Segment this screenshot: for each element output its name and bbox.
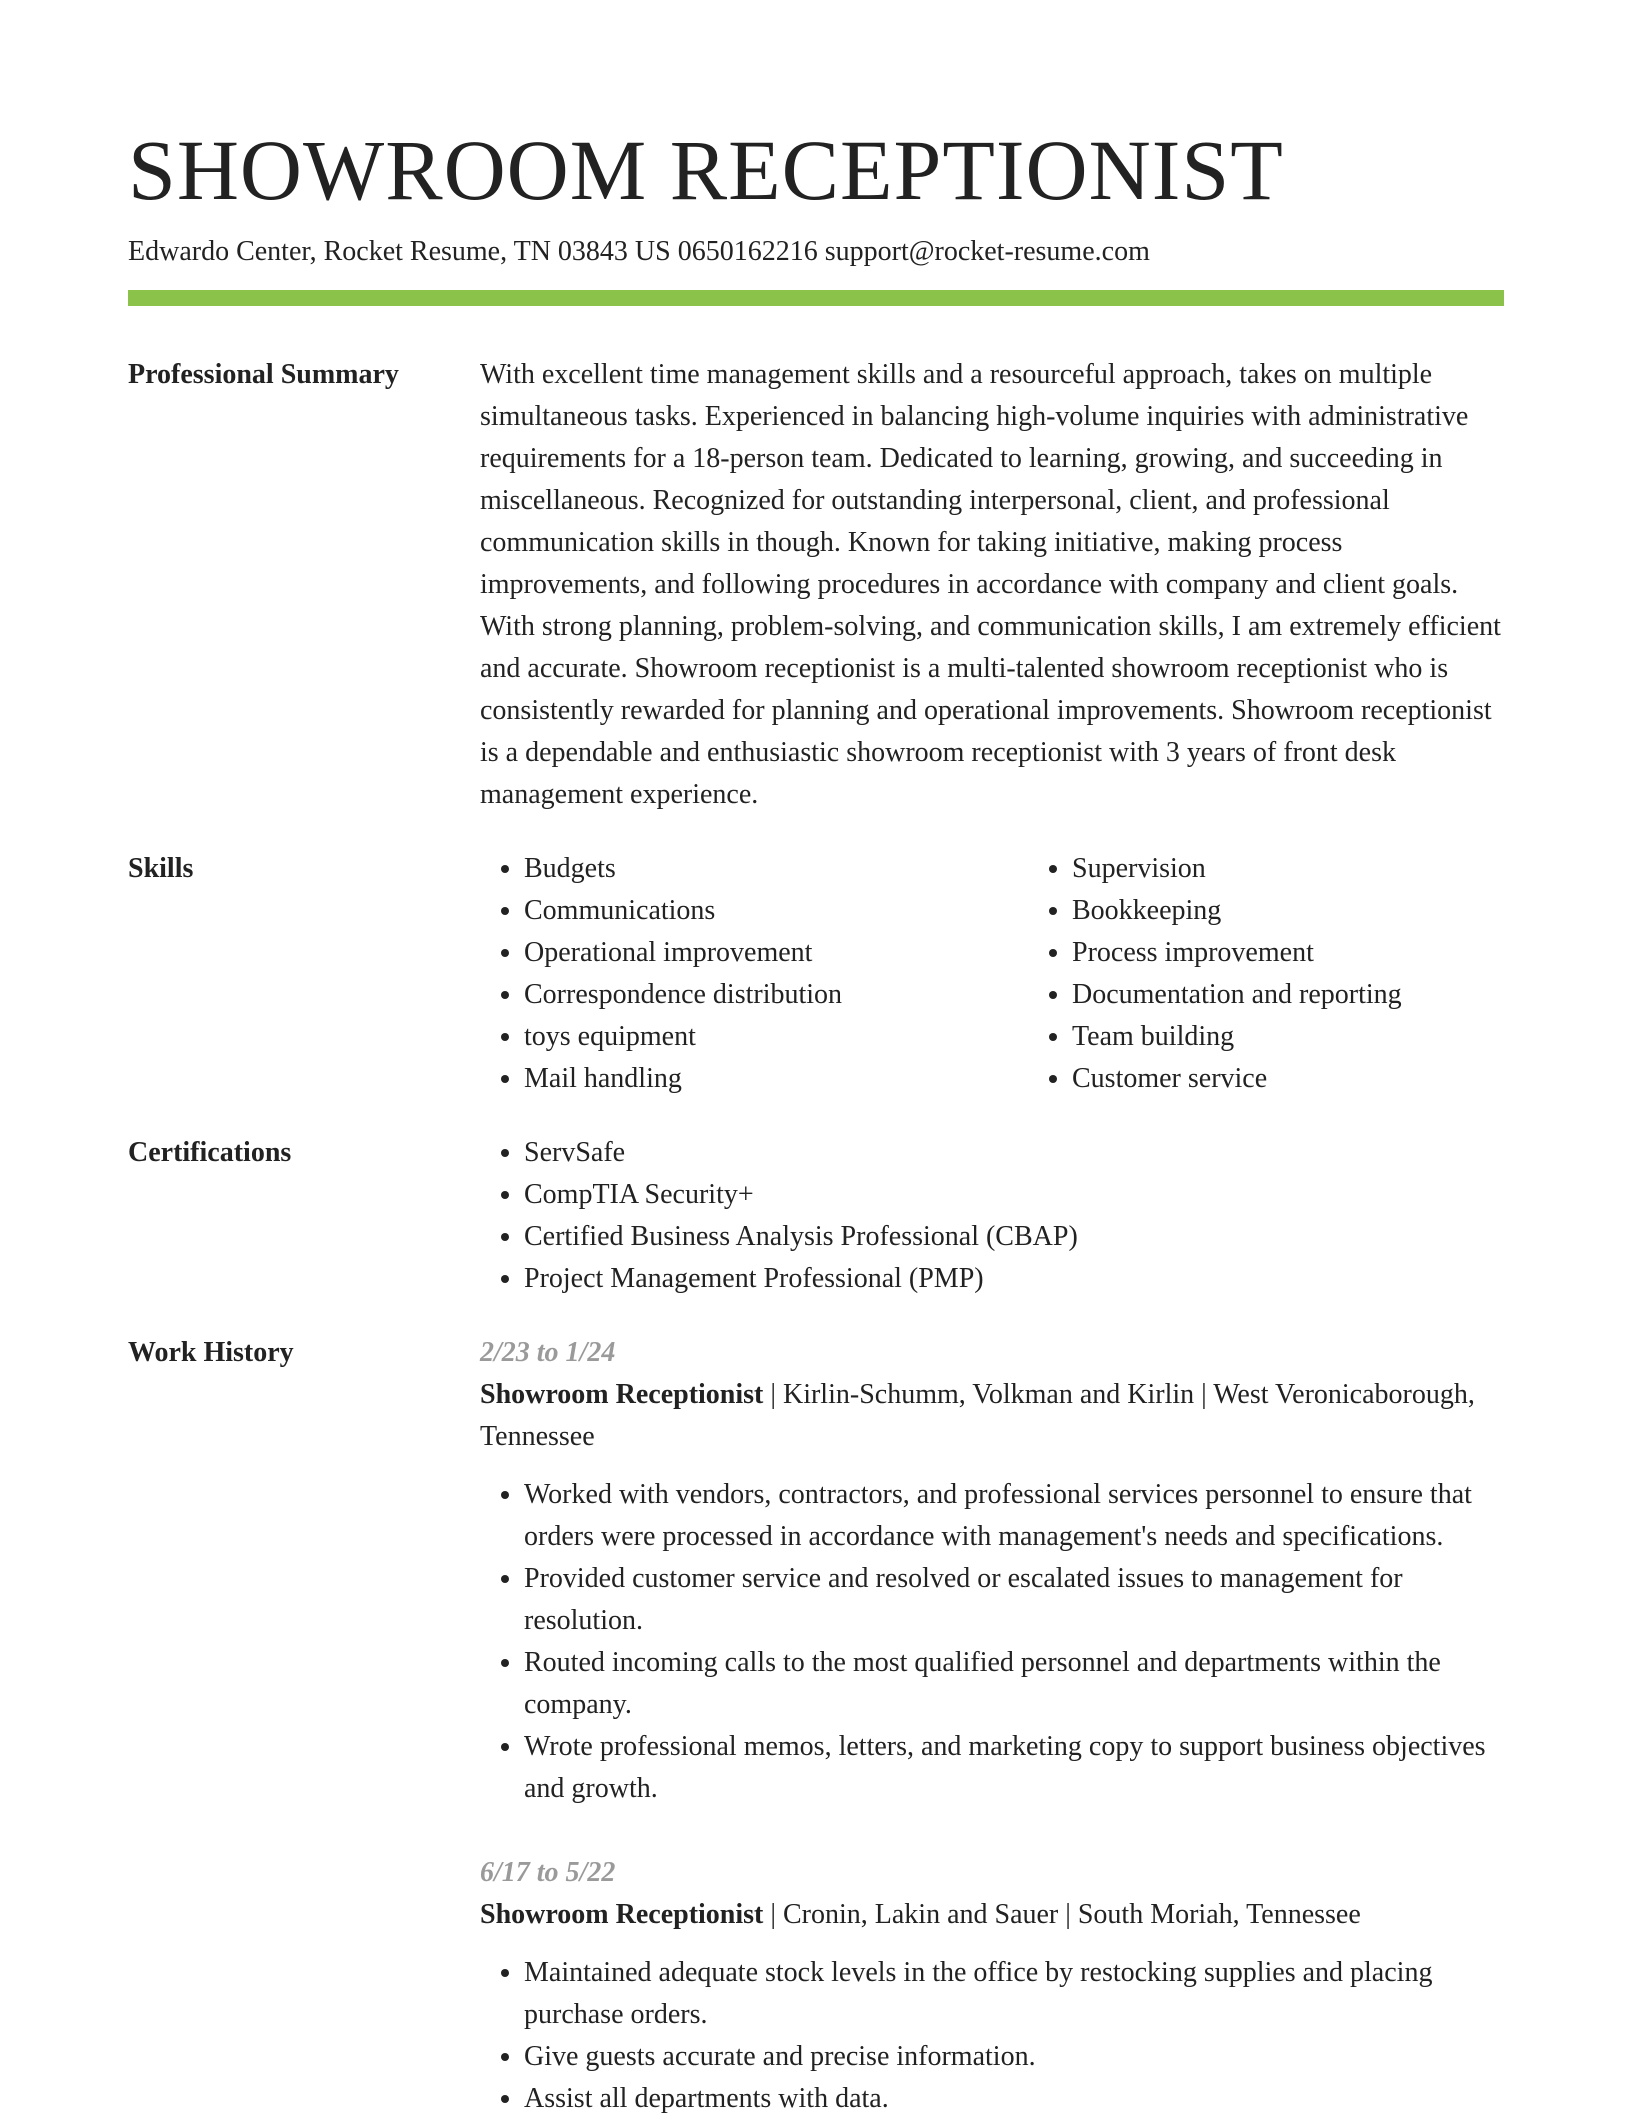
list-item: • Project Management Professional (PMP) <box>524 1258 1504 1300</box>
list-item: • Customer service <box>1072 1058 1576 1100</box>
certifications-list <box>480 1132 1504 1300</box>
list-item: • Certified Business Analysis Professional (CBAP) <box>524 1216 1504 1258</box>
list-item: • Provided customer service and resolved or escalated issues to management for resolution. <box>524 1558 1504 1642</box>
section-work-history <box>128 1332 1504 2120</box>
candidate-name: SHOWROOM RECEPTIONIST <box>128 122 1284 218</box>
list-item: • Supervision <box>1072 848 1576 890</box>
resume-page <box>128 120 1504 2120</box>
list-item: • Give guests accurate and precise information. <box>524 2036 1504 2078</box>
list-item: • Process improvement <box>1072 932 1576 974</box>
job-title: Showroom Receptionist <box>480 1379 764 1410</box>
skills-list-left <box>480 848 1028 1100</box>
skills-list-right <box>1028 848 1576 1100</box>
section-heading: Work History <box>128 1337 294 1368</box>
job-bullets <box>480 1474 1504 1810</box>
list-item: • Wrote professional memos, letters, and marketing copy to support business objectives and growth. <box>524 1726 1504 1810</box>
list-item: • Assist all departments with data. <box>524 2078 1504 2120</box>
job-details: | Cronin, Lakin and Sauer | South Moriah, Tennessee <box>763 1899 1361 1930</box>
list-item: • Team building <box>1072 1016 1576 1058</box>
job-entry <box>480 1852 1504 2120</box>
section-professional-summary <box>128 354 1504 816</box>
job-entry <box>480 1332 1504 1810</box>
list-item: • Routed incoming calls to the most qualified personnel and departments within the company. <box>524 1642 1504 1726</box>
list-item: • Operational improvement <box>524 932 1028 974</box>
list-item: • toys equipment <box>524 1016 1028 1058</box>
list-item: • Budgets <box>524 848 1028 890</box>
contact-line: Edwardo Center, Rocket Resume, TN 03843 US 0650162216 support@rocket-resume.com <box>128 236 1150 267</box>
summary-text: With excellent time management skills and a resourceful approach, takes on multiple simultaneous tasks. Experienced in balancing high-volume inquiries with administrative requirements for a 18-person team. Dedicated to learning, growing, and succeeding in miscellaneous. Recognized for outstanding interpersonal, client, and professional communication skills in though. Known for taking initiative, making process improvements, and following procedures in accordance with company and client goals. With strong planning, problem-solving, and communication skills, I am extremely efficient and accurate. Showroom receptionist is a multi-talented showroom receptionist who is consistently rewarded for planning and operational improvements. Showroom receptionist is a dependable and enthusiastic showroom receptionist with 3 years of front desk management experience. <box>480 359 1501 810</box>
job-bullets <box>480 1952 1504 2120</box>
job-details: | Kirlin-Schumm, Volkman and Kirlin | West Veronicaborough, Tennessee <box>480 1379 1475 1452</box>
header-divider <box>128 290 1504 306</box>
job-heading <box>480 1894 1504 1936</box>
section-skills <box>128 848 1504 1100</box>
section-heading: Certifications <box>128 1137 292 1168</box>
list-item: • Correspondence distribution <box>524 974 1028 1016</box>
list-item: • Bookkeeping <box>1072 890 1576 932</box>
skills-columns <box>480 848 1576 1100</box>
list-item: • Mail handling <box>524 1058 1028 1100</box>
job-dates: 2/23 to 1/24 <box>480 1337 616 1368</box>
list-item: • Worked with vendors, contractors, and professional services personnel to ensure that orders were processed in accordance with management's needs and specifications. <box>524 1474 1504 1558</box>
section-certifications <box>128 1132 1504 1300</box>
section-heading: Professional Summary <box>128 359 399 390</box>
job-dates: 6/17 to 5/22 <box>480 1857 616 1888</box>
list-item: • Documentation and reporting <box>1072 974 1576 1016</box>
list-item: • ServSafe <box>524 1132 1504 1174</box>
section-heading: Skills <box>128 853 194 884</box>
job-heading <box>480 1374 1504 1458</box>
job-title: Showroom Receptionist <box>480 1899 764 1930</box>
list-item: • CompTIA Security+ <box>524 1174 1504 1216</box>
list-item: • Maintained adequate stock levels in the office by restocking supplies and placing purchase orders. <box>524 1952 1504 2036</box>
list-item: • Communications <box>524 890 1028 932</box>
